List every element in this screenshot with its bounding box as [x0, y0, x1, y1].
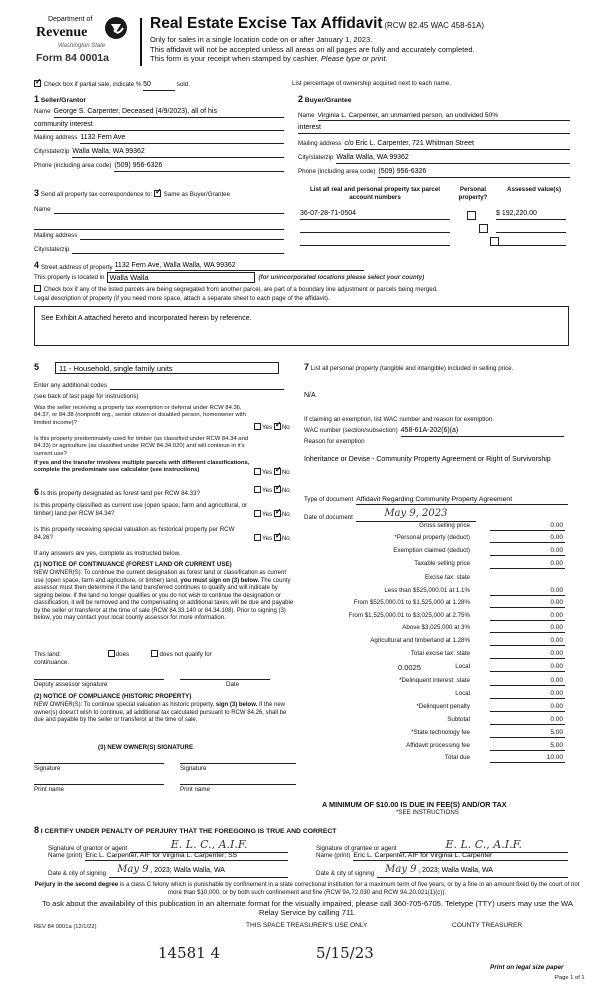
form-title-block — [150, 14, 580, 64]
sec6-q1-no-label: No — [281, 487, 290, 494]
buyer-city-field[interactable]: Walla Walla, WA 99362 — [336, 154, 570, 164]
grantor-date-text: , 2023; Walla Walla, WA — [150, 867, 225, 874]
grantor-name-label: Name (print) — [48, 852, 83, 859]
calc-value[interactable]: 10.00 — [490, 754, 565, 763]
sec7-heading — [304, 362, 568, 373]
header-line-2: This affidavit will not be accepted unless all areas on all pages are fully and accurately completed. — [150, 44, 475, 54]
land-does-not-label: does not qualify for — [159, 651, 212, 658]
local-rate: 0.0025 — [398, 663, 421, 672]
corr-city-field[interactable] — [72, 246, 284, 254]
calc-row — [300, 677, 565, 688]
seller-section-number: 1 — [34, 94, 40, 104]
street-section-number: 4 — [34, 260, 40, 270]
corr-mail-row — [34, 232, 284, 240]
calc-row — [300, 624, 565, 635]
calc-row — [300, 599, 565, 610]
corr-name-field-2[interactable] — [34, 222, 284, 230]
certify-heading — [34, 825, 336, 836]
buyer-mail-label: Mailing address — [298, 140, 342, 147]
buyer-phone-row — [298, 168, 570, 178]
calc-label: Total due — [444, 754, 470, 761]
seller-name-line1[interactable]: George S. Carpenter, Deceased (4/9/2023), all of his — [54, 108, 284, 118]
wac-label: WAC number (section/subsection) — [304, 427, 398, 434]
calc-value[interactable]: 0.00 — [490, 534, 565, 543]
partial-sale-percent[interactable]: 50 — [143, 81, 175, 91]
calc-label: *State technology fee — [411, 729, 470, 736]
segregated-label: Check box if any of the listed parcels are being segregated from another parcel, are part of a boundary line adjustment or parcels being merged. — [43, 286, 438, 293]
deputy-date-line[interactable] — [180, 672, 270, 680]
calc-value[interactable]: 0.00 — [490, 637, 565, 646]
parcel-value-3[interactable] — [496, 237, 566, 246]
buyer-city-row — [298, 154, 570, 164]
buyer-mail-row — [298, 140, 570, 150]
buyer-city-label: City/state/zip — [298, 154, 334, 161]
grantee-sig-label: Signature of grantee or agent — [316, 845, 397, 852]
seller-phone-row — [34, 162, 284, 172]
sec6-q2: Is this property classified as current use (open space, farm and agricultural, or timber) land per RCW 84.34? — [34, 502, 248, 517]
partial-sale-row — [34, 80, 294, 91]
legal-description-box[interactable] — [34, 306, 569, 346]
grantee-date-hand: May 9 — [385, 864, 417, 875]
legal-label: Legal description of property (if you need more space, attach a separate sheet to each page of the affidavit). — [34, 295, 330, 302]
buyer-heading — [298, 94, 352, 105]
sec6-notice2-text — [34, 702, 296, 725]
street-label: Street address of property — [41, 263, 113, 271]
calc-row — [300, 703, 565, 714]
buyer-name-row — [298, 112, 570, 121]
codes-row — [34, 382, 284, 390]
perjury-text: is a class C felony which is punishable by confinement in a state correctional institution for a maximum term of five years, or by a fine in an amount fixed by the court of not more than $10,000, or by both such confinement and fine (RCW 9A.72.030 and RCW 9A.20.021(1)(c)). — [119, 881, 580, 896]
perjury-notice — [34, 881, 580, 896]
owner-signature-label-1: Signature — [34, 765, 61, 772]
partial-sale-label-b: sold. — [176, 81, 190, 88]
calc-row — [300, 612, 565, 623]
calc-row — [300, 534, 565, 545]
seller-name-line2[interactable]: community interest — [34, 121, 284, 131]
seller-phone-field[interactable]: (509) 956-6326 — [114, 162, 284, 172]
sec5-q1: Was the seller receiving a property tax exemption or deferral under RCW 84.36, 84.37, or 84.38 (nonprofit org., senior citizen or disabled person, homeowner with limited income)? — [34, 405, 246, 426]
sec6-q3-yes-label: Yes — [262, 535, 273, 542]
ownership-note: List percentage of ownership acquired next to each name. — [292, 80, 451, 87]
personal-property-field[interactable]: N/A — [304, 392, 316, 399]
owner-signature-label-2: Signature — [180, 765, 207, 772]
this-land-row — [34, 650, 296, 659]
form-number: Form 84 0001a — [36, 52, 109, 64]
seller-heading — [34, 94, 86, 105]
grantor-signature[interactable]: E. L. C., A.I.F. — [130, 838, 288, 853]
header-line-3b: Please type or print. — [320, 54, 388, 64]
seller-heading-label: Seller/Grantor — [40, 97, 87, 104]
calc-label: From $525,000.01 to $1,525,000 at 1.28% — [353, 599, 470, 606]
dor-logo — [28, 14, 136, 70]
calc-row — [300, 547, 565, 558]
seller-city-row — [34, 148, 284, 158]
sec7-label: List all personal property (tangible and intangible) included in selling price. — [310, 365, 514, 372]
grantor-name-field[interactable]: Eric L. Carpenter, AIF for Virginia L. Carpenter; SS — [85, 852, 288, 861]
sec6-q1-yes-checkbox[interactable] — [254, 486, 261, 493]
seller-mail-field[interactable]: 1132 Fern Ave — [80, 134, 284, 144]
this-land-label: This land: — [34, 651, 61, 658]
calc-label: Total excise tax: state — [410, 650, 470, 657]
codes-field[interactable] — [110, 382, 284, 390]
parcels-col-account: List all real and personal property tax parcel account numbers — [310, 186, 440, 201]
sec6-q3-yes-checkbox[interactable] — [254, 534, 261, 541]
buyer-section-number: 2 — [298, 94, 304, 104]
legal-description-text: See Exhibit A attached hereto and incorporated herein by reference. — [41, 315, 252, 322]
same-as-buyer-label: Same as Buyer/Grantee — [163, 191, 231, 198]
sec5-q2-answers — [254, 468, 290, 477]
owner-signature-line-1[interactable] — [34, 756, 164, 764]
sec5-q2-yes-label: Yes — [262, 469, 273, 476]
sec8-number: 8 — [34, 825, 40, 835]
sec5-q2-yes-checkbox[interactable] — [254, 468, 261, 475]
calc-label: Affidavit processing fee — [406, 742, 470, 749]
located-row — [34, 272, 574, 283]
calc-row — [300, 690, 565, 701]
owner-print-label-2: Print name — [180, 786, 210, 793]
located-select[interactable]: Walla Walla — [107, 272, 255, 283]
calc-row — [300, 742, 565, 753]
wac-row — [304, 427, 564, 437]
land-use-select[interactable]: 11 - Household, single family units — [55, 362, 279, 374]
partial-sale-label-a: Check box if partial sale, indicate % — [43, 81, 142, 88]
sec6-q2-answers — [254, 510, 290, 519]
buyer-mail-field[interactable]: c/o Eric L. Carpenter, 721 Whitman Street — [344, 140, 570, 150]
sec6-q1-no-checkbox[interactable] — [274, 486, 281, 493]
doc-date-row — [304, 508, 476, 522]
sec6-q3-answers — [254, 534, 290, 543]
grantee-date-label: Date & city of signing — [316, 869, 375, 877]
calc-row — [300, 754, 565, 765]
corr-city-label: City/state/zip — [34, 246, 70, 253]
calc-value[interactable]: 0.00 — [490, 560, 565, 569]
sec6-q2-no-checkbox[interactable] — [274, 510, 281, 517]
grantee-date-text: , 2023; Walla Walla, WA — [418, 867, 493, 874]
sec6-note: If any answers are yes, complete as instructed below. — [34, 550, 181, 557]
doc-date-label: Date of document — [304, 513, 353, 521]
parcel-value-1[interactable]: $ 192,220.00 — [496, 210, 566, 220]
calc-value[interactable]: 0.00 — [490, 624, 565, 633]
continuance-label: continuance. — [34, 659, 70, 666]
calc-value[interactable]: 0.00 — [490, 690, 565, 699]
sec5-q1-no-label: No — [281, 424, 290, 431]
buyer-heading-label: Buyer/Grantee — [304, 97, 352, 104]
located-label: This property is located in — [34, 273, 105, 281]
perjury-bold: Perjury in the second degree — [34, 881, 119, 888]
rev-label: REV 84 0001a (12/1/22) — [34, 924, 97, 930]
sec5-q1-yes-checkbox[interactable] — [254, 423, 261, 430]
certify-text: I CERTIFY UNDER PENALTY OF PERJURY THAT THE FOREGOING IS TRUE AND CORRECT — [40, 828, 337, 835]
codes-note: (see back of last page for instructions) — [34, 393, 139, 400]
seller-name-label: Name — [34, 108, 51, 115]
grantor-date-hand: May 9 — [117, 864, 149, 875]
county-treasurer-label: COUNTY TREASURER — [452, 922, 523, 929]
dor-logo-mark-icon — [104, 16, 128, 40]
seller-city-label: City/state/zip — [34, 148, 70, 155]
sec6-q1: Is this property designated as forest land per RCW 84.33? — [40, 490, 200, 497]
exemption-label: If claiming an exemption, list WAC number and reason for exemption. — [304, 416, 494, 423]
treasurer-hand-date: 5/15/23 — [316, 944, 374, 962]
parcels-col-assessed: Assessed value(s) — [507, 186, 561, 193]
sec6-p2b: sign (3) below. — [215, 702, 258, 708]
header-line-3a: This form is your receipt when stamped by cashier. — [150, 54, 319, 64]
page-indicator: Page 1 of 1 — [555, 975, 585, 981]
sec6-q3-no-checkbox[interactable] — [274, 534, 281, 541]
calc-label: Less than $525,000.01 at 1.1% — [384, 587, 470, 594]
sec6-number: 6 — [34, 487, 40, 497]
sec5-q1-no-checkbox[interactable] — [274, 423, 281, 430]
calc-value[interactable]: 0.00 — [490, 716, 565, 725]
calc-value[interactable]: 5.00 — [490, 729, 565, 738]
sec5-number: 5 — [34, 362, 40, 373]
sec6-notice1-heading: (1) NOTICE OF CONTINUANCE (FOREST LAND OR CURRENT USE) — [34, 561, 232, 568]
owner-print-label-1: Print name — [34, 786, 64, 793]
owner-signature-line-2[interactable] — [180, 756, 296, 764]
owner-print-line-2[interactable] — [180, 777, 296, 785]
calc-label: Local — [455, 690, 470, 697]
reason-field[interactable]: Inheritance or Devise - Community Property Agreement or Right of Survivorship — [304, 456, 551, 463]
dor-state-text: Washington State — [58, 43, 106, 49]
calc-value[interactable]: 0.00 — [490, 522, 565, 531]
calc-row — [300, 560, 565, 571]
corr-name-label: Name — [34, 206, 51, 213]
buyer-name-line1[interactable]: Virginia L. Carpenter, an unmarried person, an undivided 50% — [318, 112, 570, 121]
legal-size-note: Print on legal size paper — [490, 964, 564, 971]
calc-label: *Delinquent interest: state — [399, 677, 470, 684]
sec5-q1-yes-label: Yes — [262, 424, 273, 431]
buyer-phone-label: Phone (including area code) — [298, 168, 376, 175]
sec5-q1-answers — [254, 423, 290, 432]
seller-mail-label: Mailing address — [34, 134, 78, 141]
calc-value[interactable]: 0.00 — [490, 599, 565, 608]
calc-label: Agricultural and timberland at 1.28% — [370, 637, 470, 644]
doc-type-label: Type of document — [304, 496, 354, 503]
minimum-notice: A MINIMUM OF $10.00 IS DUE IN FEE(S) AND/OR TAX — [322, 800, 507, 809]
sec6-q3: Is this property receiving special valuation as historical property per RCW 84.26? — [34, 526, 235, 541]
grantee-date-field[interactable] — [377, 864, 568, 878]
sec6-q1-answers — [254, 486, 290, 495]
sec6-p1b: you must sign on (3) below. — [180, 577, 260, 584]
calc-label: Excise tax: state — [424, 574, 470, 581]
sec5-q2-no-label: No — [281, 469, 290, 476]
reason-label: Reason for exemption — [304, 438, 365, 445]
corr-name-row — [34, 206, 284, 214]
land-does-not-checkbox[interactable] — [151, 650, 158, 657]
calc-label: Exemption claimed (deduct) — [393, 547, 470, 554]
header-line-1: Only for sales in a single location code on or after January 1, 2023. — [150, 35, 373, 45]
calc-row — [300, 637, 565, 648]
parcel-value-2[interactable] — [496, 224, 566, 233]
header-divider — [140, 18, 142, 66]
street-field[interactable]: 1132 Fern Ave, Walla Walla, WA 99362 — [115, 262, 364, 272]
sec5-q2a: Is this property predominately used for timber (as classified under RCW 84.34 and 84.33) or agriculture (as classified under RCW 84.34.020) and will continue in it's current use? — [34, 436, 249, 457]
calc-label: *Delinquent penalty — [416, 703, 470, 710]
form-title: Real Estate Excise Tax Affidavit — [150, 15, 383, 32]
calc-value[interactable]: 0.00 — [490, 547, 565, 556]
see-instructions: *SEE INSTRUCTIONS — [396, 809, 459, 816]
calc-row — [300, 587, 565, 598]
dor-dept-text: Department of — [48, 16, 93, 23]
grantee-name-field[interactable]: Eric L. Carpenter, AIF for Virginia L. Carpenter — [353, 852, 568, 861]
corr-city-row — [34, 246, 284, 254]
sec6-q1-yes-label: Yes — [262, 487, 273, 494]
calc-label: Taxable selling price — [414, 560, 470, 567]
deputy-signature-line[interactable] — [34, 672, 164, 680]
sec6-p2a: NEW OWNER(S): To continue special valuation as historic property, — [34, 702, 215, 708]
sec6-q2-no-label: No — [281, 511, 290, 518]
corr-name-field[interactable] — [54, 206, 284, 214]
calc-label: Subtotal — [447, 716, 470, 723]
deputy-date-label: Date — [226, 681, 240, 688]
calc-label: From $1,525,000.01 to $3,025,000 at 2.75% — [348, 612, 470, 619]
seller-mail-row — [34, 134, 284, 144]
buyer-phone-field[interactable]: (509) 956-6326 — [378, 168, 570, 178]
grantee-name-label: Name (print) — [316, 852, 351, 859]
calc-row — [300, 650, 565, 661]
calc-value[interactable]: 0.00 — [490, 663, 565, 672]
correspondence-section-number: 3 — [34, 188, 40, 198]
sec6-q3-no-label: No — [281, 535, 290, 542]
buyer-name-label: Name — [298, 112, 315, 119]
new-owner-sig-heading: (3) NEW OWNER(S) SIGNATURE — [98, 744, 194, 751]
calc-value[interactable]: 0.00 — [490, 703, 565, 712]
calc-row — [300, 574, 565, 585]
calc-value[interactable]: 0.00 — [490, 612, 565, 621]
located-note: (for unincorporated locations please select your county) — [258, 273, 425, 281]
deputy-signature-label: Deputy assessor signature — [34, 681, 108, 688]
sec7-number: 7 — [304, 362, 310, 372]
grantee-sig-row — [316, 838, 568, 853]
seller-city-field[interactable]: Walla Walla, WA 99362 — [72, 148, 284, 158]
parcel-account-3[interactable] — [300, 237, 450, 246]
grantor-sig-label: Signature of grantor or agent — [48, 845, 128, 852]
form-rcw: (RCW 82.45 WAC 458-61A) — [384, 21, 485, 30]
seller-name-row — [34, 108, 284, 118]
calc-value[interactable]: 0.00 — [490, 677, 565, 686]
land-does-label: does — [115, 651, 130, 658]
corr-mail-label: Mailing address — [34, 232, 78, 239]
wac-field[interactable]: 458-61A-202(6)(a) — [401, 427, 564, 437]
treasurer-hand-number: 14581 4 — [158, 944, 221, 962]
calc-row — [300, 522, 565, 533]
buyer-name-line2[interactable]: interest — [298, 124, 570, 134]
doc-date-field[interactable]: May 9, 2023 — [356, 508, 476, 522]
street-row — [34, 260, 364, 271]
calc-label: *Personal property (deduct) — [394, 534, 470, 541]
sec6-p1c: The county assessor must then determine if the land transferred continues to qualify and will indicate by signing below. If the land no longer qualifies or you do not wish to continue the designation or classification, it will be removed and the compensating or additional taxes will be due and payable by the seller or transferor at the time of sale (RCW 84.33.140 or 84.34.108). Prior to signing (3) below, you may contact your local county assessor for more information. — [34, 577, 294, 621]
calc-row — [300, 716, 565, 727]
segregated-checkbox[interactable] — [34, 285, 41, 292]
corr-mail-field[interactable] — [80, 232, 284, 240]
calc-value[interactable]: 0.00 — [490, 650, 565, 659]
same-as-buyer-checkbox[interactable] — [154, 190, 161, 197]
alt-format-notice: To ask about the availability of this publication in an alternate format for the visually impaired, please call 360-705-6705. Teletype (TTY) users may use the WA Relay Service by calling 711. — [42, 899, 573, 918]
grantor-name-row — [48, 852, 288, 861]
grantor-date-label: Date & city of signing — [48, 869, 107, 877]
correspondence-row — [34, 188, 294, 199]
parcel-personal-checkbox-2[interactable] — [479, 224, 488, 233]
grantor-sig-row — [48, 838, 288, 853]
sec5-q2b: If yes and the transfer involves multiple parcels with different classifications, complete the predominate use calculator (see instructions) — [34, 460, 250, 474]
calc-label: Gross selling price — [419, 522, 470, 529]
calc-label: Above $3,025,000 at 3% — [402, 624, 470, 631]
grantor-date-row — [48, 864, 288, 878]
calc-value[interactable]: 5.00 — [490, 742, 565, 751]
sec6-q2-yes-checkbox[interactable] — [254, 510, 261, 517]
land-does-checkbox[interactable] — [108, 650, 115, 657]
treasurer-use-label: THIS SPACE TREASURER'S USE ONLY — [246, 922, 368, 929]
correspondence-label: Send all property tax correspondence to: — [40, 191, 153, 198]
grantee-name-row — [316, 852, 568, 861]
calc-row — [300, 729, 565, 740]
doc-type-row — [304, 496, 568, 505]
calc-row — [300, 663, 565, 674]
sec6-p1a: NEW OWNER(S): To continue the current designation as forest land or classification as current use (open space, farm and agriculture, or timber) land, — [34, 570, 286, 584]
partial-sale-checkbox[interactable] — [34, 80, 41, 87]
grantee-date-row — [316, 864, 568, 878]
seller-phone-label: Phone (including area code) — [34, 162, 112, 169]
sec5-heading — [34, 362, 279, 374]
doc-type-field[interactable]: Affidavit Regarding Community Property Agreement — [356, 496, 568, 505]
calc-value[interactable]: 0.00 — [490, 587, 565, 596]
sec6-notice2-heading: (2) NOTICE OF COMPLIANCE (HISTORIC PROPERTY) — [34, 693, 192, 700]
sec6-p2c: If the new owner(s) doesn't wish to continue, all additional tax calculated pursuant to RCW 84.26, shall be due and payable by the seller or transferor at the time of sale. — [34, 702, 287, 723]
parcel-account-2[interactable] — [300, 224, 450, 233]
sec6-notice1-text — [34, 570, 296, 623]
grantee-signature[interactable]: E. L. C., A.I.F. — [400, 838, 569, 853]
sec6-q2-yes-label: Yes — [262, 511, 273, 518]
owner-print-line-1[interactable] — [34, 777, 164, 785]
sec5-q2-no-checkbox[interactable] — [274, 468, 281, 475]
grantor-date-field[interactable] — [109, 864, 288, 878]
dor-revenue-text: Revenue — [36, 25, 88, 40]
calc-label: Local — [455, 663, 470, 670]
parcel-account-1[interactable]: 36-07-28-71-0504 — [300, 210, 450, 220]
parcels-col-personal: Personal property? — [458, 186, 488, 201]
codes-label: Enter any additional codes — [34, 382, 107, 389]
segregated-row — [34, 285, 579, 294]
parcel-personal-checkbox-1[interactable] — [467, 211, 476, 220]
